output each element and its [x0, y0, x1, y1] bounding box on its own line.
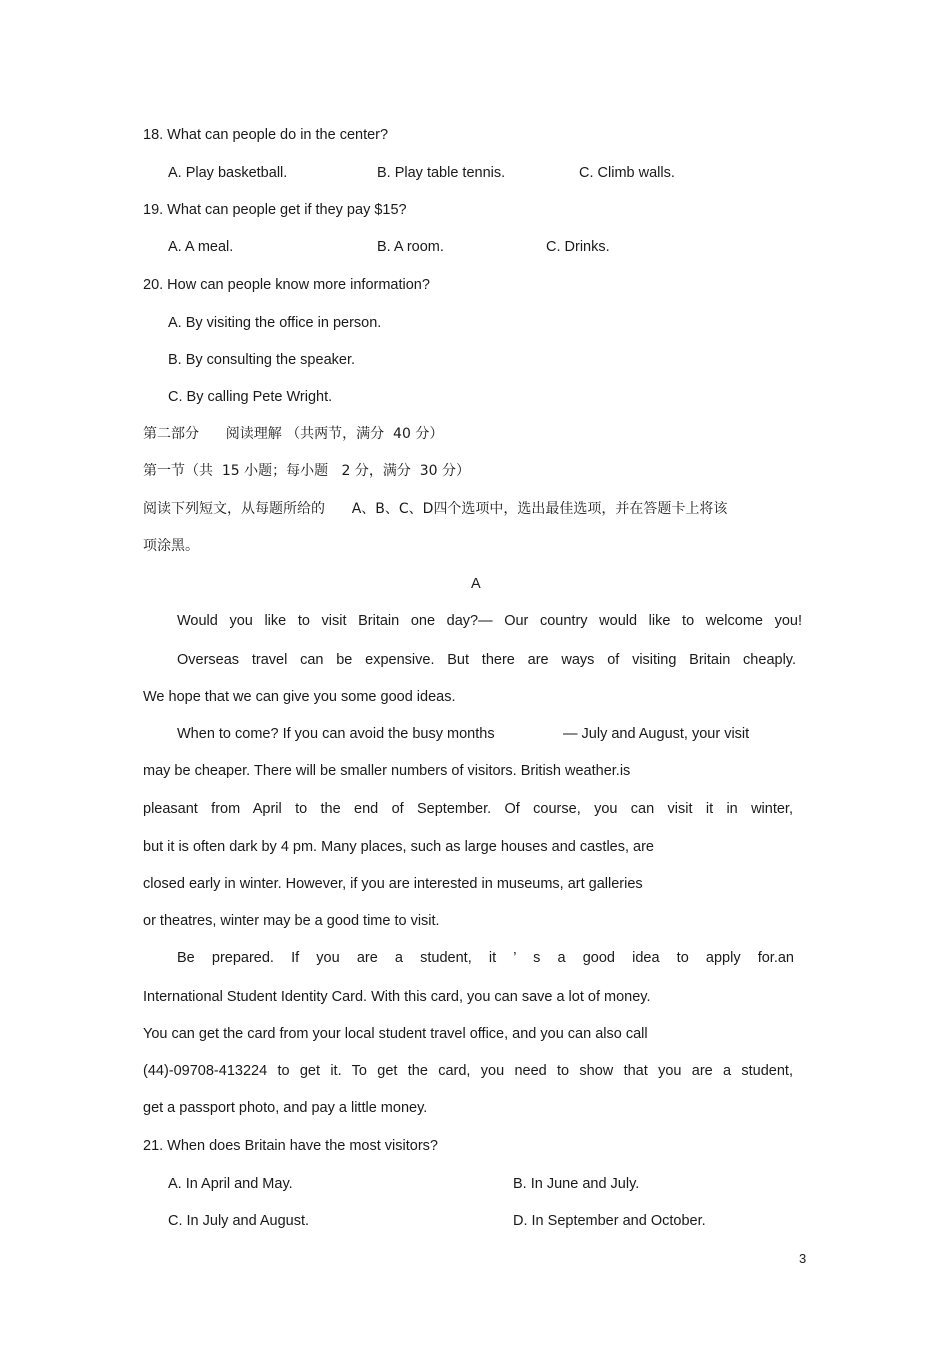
question-19-option-b: B. A room.	[377, 239, 444, 255]
passage-line: pleasant from April to the end of September. Of course, you can visit it in winter,	[143, 801, 793, 817]
question-19-stem: 19. What can people get if they pay $15?	[143, 202, 407, 218]
page-number: 3	[799, 1251, 807, 1266]
question-20-option-b: B. By consulting the speaker.	[168, 352, 355, 368]
passage-title: A	[471, 576, 481, 592]
question-19-option-c: C. Drinks.	[546, 239, 610, 255]
passage-line: International Student Identity Card. With this card, you can save a lot of money.	[143, 989, 651, 1005]
question-21-option-c: C. In July and August.	[168, 1213, 310, 1229]
passage-line: or theatres, winter may be a good time to visit.	[143, 913, 440, 929]
question-19-option-a: A. A meal.	[168, 239, 234, 255]
section-1-heading: 第一节（共 15 小题；每小题 2 分，满分 30 分）	[143, 463, 471, 479]
passage-line: We hope that we can give you some good ideas.	[143, 689, 456, 705]
passage-line: get a passport photo, and pay a little money.	[143, 1100, 428, 1116]
passage-line: (44)-09708-413224 to get it. To get the card, you need to show that you are a student,	[143, 1063, 793, 1079]
passage-line: Overseas travel can be expensive. But there are ways of visiting Britain cheaply.	[177, 652, 796, 668]
question-18-option-c: C. Climb walls.	[579, 165, 675, 181]
passage-line: Would you like to visit Britain one day?— Our country would like to welcome you!	[177, 613, 802, 629]
question-20-stem: 20. How can people know more information?	[143, 277, 430, 293]
instructions-line-1: 阅读下列短文，从每题所给的 A、B、C、D四个选项中，选出最佳选项，并在答题卡上将该	[143, 501, 728, 517]
passage-line: but it is often dark by 4 pm. Many places, such as large houses and castles, are	[143, 839, 654, 855]
section-part2-heading: 第二部分 阅读理解 （共两节，满分 40 分）	[143, 426, 444, 442]
passage-line: closed early in winter. However, if you are interested in museums, art galleries	[143, 876, 643, 892]
question-21-option-a: A. In April and May.	[168, 1176, 293, 1192]
question-21-stem: 21. When does Britain have the most visitors?	[143, 1138, 438, 1154]
question-21-option-b: B. In June and July.	[513, 1176, 640, 1192]
question-21-option-d: D. In September and October.	[513, 1213, 706, 1229]
question-18-stem: 18. What can people do in the center?	[143, 127, 389, 143]
passage-line: You can get the card from your local student travel office, and you can also call	[143, 1026, 648, 1042]
question-20-option-c: C. By calling Pete Wright.	[168, 389, 333, 405]
question-20-option-a: A. By visiting the office in person.	[168, 315, 382, 331]
question-18-option-b: B. Play table tennis.	[377, 165, 506, 181]
passage-line: may be cheaper. There will be smaller numbers of visitors. British weather.is	[143, 763, 631, 779]
passage-line: Be prepared. If you are a student, it ’ s a good idea to apply for.an	[177, 950, 794, 966]
passage-line: When to come? If you can avoid the busy months	[177, 726, 495, 742]
passage-line: — July and August, your visit	[563, 726, 750, 742]
question-18-option-a: A. Play basketball.	[168, 165, 288, 181]
instructions-line-2: 项涂黑。	[143, 538, 199, 554]
